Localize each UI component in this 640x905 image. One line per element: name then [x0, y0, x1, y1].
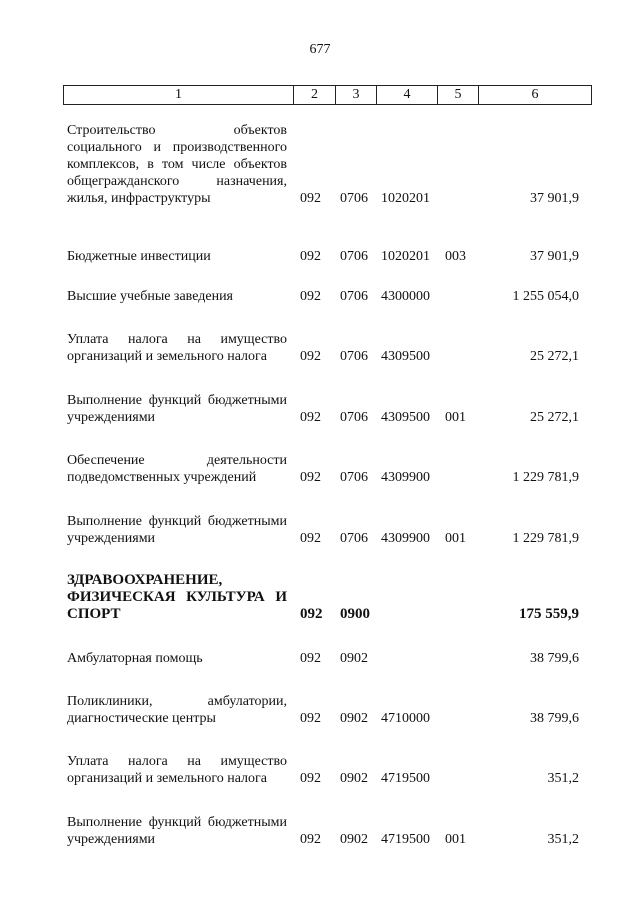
row-col-2: 092	[300, 711, 321, 726]
row-col-6: 38 799,6	[530, 711, 579, 726]
table-row	[67, 248, 579, 265]
row-col-6: 175 559,9	[519, 606, 579, 622]
row-label: Обеспечение деятельности подведомственных учреждений	[67, 453, 287, 485]
row-col-3: 0706	[340, 289, 368, 304]
row-col-2: 092	[300, 249, 321, 264]
row-col-2: 092	[300, 531, 321, 546]
header-col-5: 5	[438, 86, 479, 104]
header-col-1: 1	[64, 86, 294, 104]
table-header	[63, 85, 592, 105]
table-row	[67, 331, 579, 365]
row-col-4: 1020201	[381, 249, 430, 264]
row-label: Уплата налога на имущество организаций и земельного налога	[67, 754, 287, 786]
table-row	[67, 513, 579, 547]
row-col-3: 0706	[340, 531, 368, 546]
row-col-2: 092	[300, 289, 321, 304]
row-col-5: 001	[445, 832, 466, 847]
table-row	[67, 572, 579, 623]
row-col-5: 001	[445, 531, 466, 546]
row-label: Строительство объектов социального и производственного комплексов, в том числе объектов общегражданского назначения, жилья, инфраструктуры	[67, 123, 287, 206]
row-col-6: 351,2	[547, 832, 579, 847]
row-col-2: 092	[300, 771, 321, 786]
row-col-2: 092	[300, 349, 321, 364]
header-col-2: 2	[294, 86, 336, 104]
row-col-6: 37 901,9	[530, 249, 579, 264]
row-col-4: 4719500	[381, 771, 430, 786]
row-col-2: 092	[300, 191, 321, 206]
row-label: Амбулаторная помощь	[67, 651, 203, 666]
row-col-4: 4309900	[381, 470, 430, 485]
row-label: Высшие учебные заведения	[67, 289, 233, 304]
row-col-4: 4719500	[381, 832, 430, 847]
row-col-6: 1 229 781,9	[512, 470, 579, 485]
row-col-4: 4309500	[381, 410, 430, 425]
header-col-3: 3	[336, 86, 377, 104]
row-col-6: 37 901,9	[530, 191, 579, 206]
row-label: Уплата налога на имущество организаций и земельного налога	[67, 332, 287, 364]
row-col-3: 0706	[340, 410, 368, 425]
row-col-2: 092	[300, 470, 321, 485]
row-col-6: 25 272,1	[530, 349, 579, 364]
row-col-3: 0902	[340, 651, 368, 666]
row-col-2: 092	[300, 606, 323, 622]
row-label: Поликлиники, амбулатории, диагностические центры	[67, 694, 287, 726]
row-col-5: 003	[445, 249, 466, 264]
table-row	[67, 122, 579, 207]
row-col-3: 0706	[340, 349, 368, 364]
table-row	[67, 693, 579, 727]
row-col-6: 38 799,6	[530, 651, 579, 666]
row-col-5: 001	[445, 410, 466, 425]
row-col-3: 0706	[340, 249, 368, 264]
row-col-2: 092	[300, 410, 321, 425]
row-col-6: 25 272,1	[530, 410, 579, 425]
table-row	[67, 814, 579, 848]
table-row	[67, 392, 579, 426]
row-col-3: 0902	[340, 771, 368, 786]
row-label: Выполнение функций бюджетными учреждениями	[67, 815, 287, 847]
row-col-4: 4309900	[381, 531, 430, 546]
row-label: ЗДРАВООХРАНЕНИЕ, ФИЗИЧЕСКАЯ КУЛЬТУРА И СПОРТ	[67, 572, 287, 622]
row-col-4: 4309500	[381, 349, 430, 364]
header-col-6: 6	[531, 87, 539, 102]
row-label: Бюджетные инвестиции	[67, 249, 211, 264]
table-row	[67, 753, 579, 787]
row-col-3: 0900	[340, 606, 370, 622]
row-col-4: 4710000	[381, 711, 430, 726]
row-col-3: 0902	[340, 711, 368, 726]
row-col-3: 0706	[340, 191, 368, 206]
page-number: 677	[309, 42, 331, 57]
header-col-4: 4	[377, 86, 438, 104]
table-row	[67, 452, 579, 486]
row-label: Выполнение функций бюджетными учреждениями	[67, 514, 287, 546]
row-col-6: 1 255 054,0	[512, 289, 579, 304]
row-col-6: 351,2	[547, 771, 579, 786]
row-col-2: 092	[300, 832, 321, 847]
table-row	[67, 288, 579, 305]
table-row	[67, 650, 579, 667]
row-col-2: 092	[300, 651, 321, 666]
row-col-4: 4300000	[381, 289, 430, 304]
row-col-3: 0706	[340, 470, 368, 485]
row-label: Выполнение функций бюджетными учреждениями	[67, 393, 287, 425]
row-col-4: 1020201	[381, 191, 430, 206]
row-col-3: 0902	[340, 832, 368, 847]
row-col-6: 1 229 781,9	[512, 531, 579, 546]
